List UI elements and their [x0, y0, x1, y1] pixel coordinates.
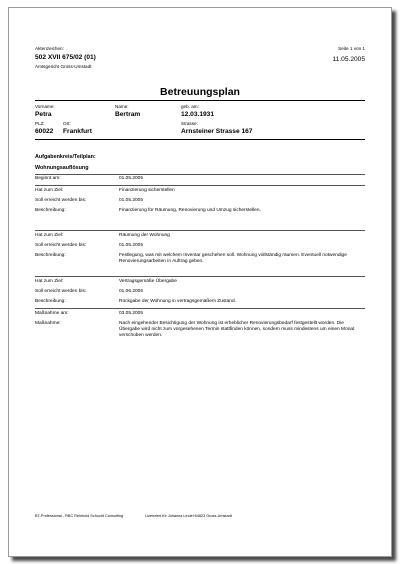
goal-1-ziel: Finanzierung sicherstellen: [119, 188, 175, 193]
geb-label: geb. am:: [181, 104, 199, 109]
geb-value: 12.03.1931: [181, 111, 215, 118]
footer-right: Lizenziert für Johanna Lindel 64823 Gross-Umstadt: [145, 514, 232, 518]
begin-label: Beginnt am:: [35, 176, 61, 181]
goal-3-soll-label: Soll erreicht werden bis:: [35, 289, 87, 294]
goal-3-soll: 01.06.2005: [119, 289, 144, 294]
person-rule: [35, 139, 365, 140]
massnahme-am: 03.05.2005: [119, 311, 144, 316]
goal-1-ziel-label: Hat zum Ziel:: [35, 188, 64, 193]
title-rule: [35, 100, 365, 101]
goal-2-beschr: Festlegung, was mit welchem Inventar geschehen soll. Wohnung vollständig räumen. Eventuell notwendige Renovierungsarbeiten in Auftrag geben.: [119, 253, 347, 264]
goal-3-beschr-label: Beschreibung:: [35, 299, 66, 304]
page-title: Betreuungsplan: [160, 86, 240, 98]
aktenzeichen-label: Aktenzeichen:: [35, 46, 64, 51]
strasse-label: Strasse:: [181, 121, 198, 126]
footer-left: BT-Professional - RBC Reinhold Schucht Consulting: [35, 514, 124, 518]
goal-2-soll: 01.05.2005: [119, 243, 144, 248]
goal-2-soll-label: Soll erreicht werden bis:: [35, 243, 87, 248]
goal-1-soll: 01.05.2005: [119, 198, 144, 203]
goal-1-beschr: Finanzierung für Räumung, Renovierung und Umzug sicherstellen.: [119, 208, 261, 213]
begin-value: 01.05.2005: [119, 176, 144, 181]
section-rule: [35, 174, 365, 175]
goal-2-ziel-label: Hat zum Ziel:: [35, 233, 64, 238]
massnahme-am-label: Maßnahme am:: [35, 311, 69, 316]
goal-3-ziel-label: Hat zum Ziel:: [35, 279, 64, 284]
page-number: Seite 1 von 1: [338, 46, 365, 51]
ort-label: Ort:: [63, 121, 71, 126]
section-subtitle: Wohnungsauflösung: [35, 165, 89, 171]
vorname-value: Petra: [35, 111, 52, 118]
massnahme-label: Maßnahme:: [35, 321, 61, 326]
vorname-label: Vorname:: [35, 104, 55, 109]
goal-3-beschr: Rückgabe der Wohnung in vertragsgemäßem Zustand.: [119, 299, 236, 304]
massnahme-rule: [35, 308, 365, 309]
aktenzeichen-value: 502 XVII 675/02 (01): [35, 54, 96, 61]
strasse-value: Arnsteiner Strasse 167: [181, 128, 253, 135]
goal-2-rule: [35, 230, 365, 231]
goal-1-soll-label: Soll erreicht werden bis:: [35, 198, 87, 203]
goal-2-beschr-label: Beschreibung:: [35, 253, 66, 258]
section-title: Aufgabenkreis/Teilplan:: [35, 154, 96, 160]
goal-1-rule: [35, 185, 365, 186]
goal-3-ziel: Vertragsgemäße Übergabe: [119, 279, 177, 284]
court-name: Amtsgericht Gross-Umstadt: [35, 64, 92, 69]
goal-3-rule: [35, 276, 365, 277]
plz-label: PLZ:: [35, 121, 45, 126]
massnahme-text: Nach eingehender Besichtigung der Wohnung ist erheblicher Renovierungsbedarf festgestellt worden. Die Übergabe wird nicht zum vorgesehenen Termin stattfinden können, sondern muss mindestens um einen Monat verschoben werden.: [119, 321, 355, 338]
document-page: [8, 7, 392, 557]
name-value: Bertram: [115, 111, 141, 118]
name-label: Name:: [115, 104, 129, 109]
ort-value: Frankfurt: [63, 128, 92, 135]
plz-value: 60022: [35, 128, 54, 135]
document-date: 11.05.2005: [332, 56, 365, 63]
goal-2-ziel: Räumung der Wohnung: [119, 233, 170, 238]
goal-1-beschr-label: Beschreibung:: [35, 208, 66, 213]
